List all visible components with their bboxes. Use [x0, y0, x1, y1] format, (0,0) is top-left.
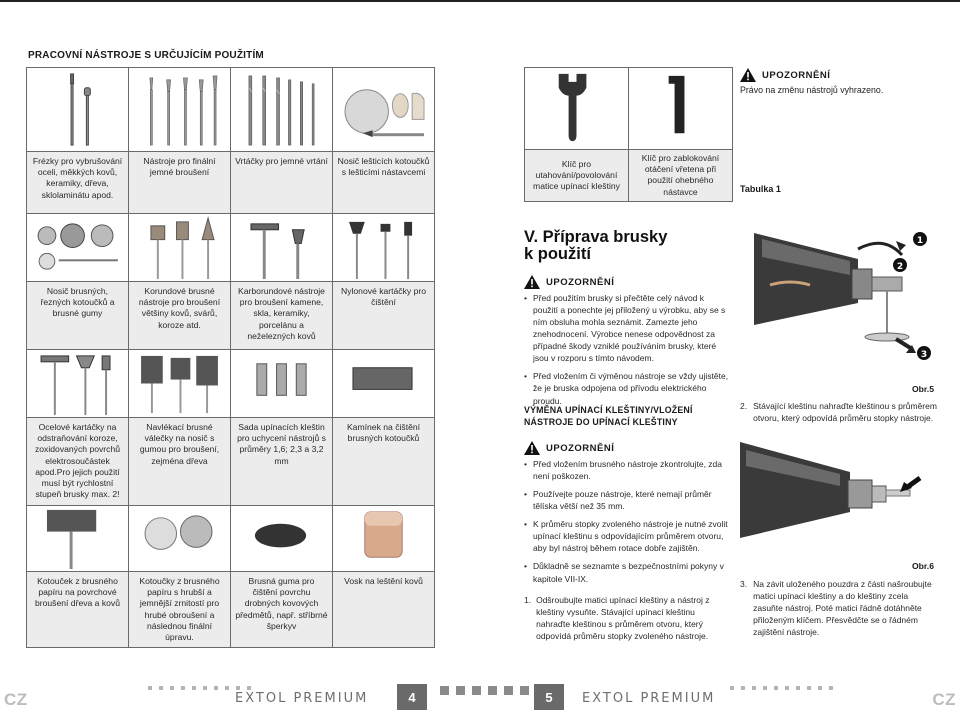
tool-image-corundum: [129, 214, 231, 282]
step-2: [740, 400, 940, 424]
step-3: [740, 578, 940, 638]
page-heading: PRACOVNÍ NÁSTROJE S URČUJÍCÍM POUŽITÍM: [28, 50, 264, 61]
keys-table: [524, 67, 733, 202]
tool-desc: Kotoučky z brusného papíru s hrubší a jemnější zrnitostí pro hrubé obroušení a následnou finální úpravu.: [129, 572, 231, 648]
tool-desc: Brusná guma pro čištění povrchu drobných kovových předmětů, např. stříbrné šperkyv: [231, 572, 333, 648]
tool-desc: Nosič brusných, řezných kotoučků a brusné gumy: [27, 282, 129, 350]
figure-6-label: Obr.6: [912, 561, 934, 571]
list-item: • K průměru stopky zvoleného nástroje je nutné zvolit upínací kleštinu s odpovídajícím průměrem otvoru, aby byl nástroj během rotace dobře zajištěn.: [524, 518, 729, 554]
footer-dots: [730, 686, 833, 690]
section-title-line: V. Příprava brusky: [524, 228, 668, 246]
step-text: Odšroubujte matici upínací kleštiny a nástroj z kleštiny vysuňte. Stávající upínací kleštinu nahraďte kleštinou s průměrem otvoru, který odpovídá průměru stopky zvoleného nástroje.: [536, 595, 710, 642]
warning-block: [524, 441, 729, 591]
tool-image-sanding-drums: [129, 350, 231, 418]
list-item: • Před vložením brusného nástroje zkontrolujte, zda není poškozen.: [524, 458, 729, 482]
warning-title: UPOZORNĚNÍ: [762, 69, 831, 81]
footer: [0, 678, 960, 716]
tool-image-nylon-brushes: [333, 214, 435, 282]
warning-title: UPOZORNĚNÍ: [546, 276, 615, 288]
warning-list: [524, 292, 729, 407]
figure-5-photo: [740, 225, 934, 383]
warning-text: Právo na změnu nástrojů vyhrazeno.: [740, 85, 884, 95]
table-caption: Tabulka 1: [740, 184, 781, 194]
page-number: 4: [397, 684, 427, 710]
brand-name: EXTOL PREMIUM: [235, 691, 369, 706]
svg-text:3: 3: [920, 350, 928, 360]
list-item: • Před vložením či výměnou nástroje se vždy ujistěte, že je bruska odpojena od přívodu elektrického proudu.: [524, 370, 729, 406]
spanner-icon: [525, 68, 629, 150]
tool-image-cleaning-stone: [333, 350, 435, 418]
top-warning: [740, 68, 883, 95]
warning-icon: [524, 275, 540, 289]
warning-list: [524, 458, 729, 585]
tool-desc: Nástroje pro finální jemné broušení: [129, 152, 231, 214]
tool-image-burrs: [27, 68, 129, 152]
tool-image-collets: [231, 350, 333, 418]
tool-desc: Vosk na leštění kovů: [333, 572, 435, 648]
subheading: VÝMĚNA UPÍNACÍ KLEŠTINY/VLOŽENÍ NÁSTROJE DO UPÍNACÍ KLEŠTINY: [524, 405, 693, 427]
tool-image-fine-grinders: [129, 68, 231, 152]
tool-desc: Nylonové kartáčky pro čištění: [333, 282, 435, 350]
top-border: [0, 0, 960, 2]
tool-desc: Ocelové kartáčky na odstraňování koroze, zoxidovaných povrchů elektrosoučástek apod.Pro jejich použití musí být rychlostní stupeň brusky max. 2!: [27, 418, 129, 506]
step-number: 2.: [740, 401, 748, 411]
warning-block: [524, 275, 729, 413]
list-item: • Důkladně se seznamte s bezpečnostními pokyny v kapitole VII-IX.: [524, 560, 729, 584]
key-desc: Klíč pro zablokování otáčení vřetena při použití ohebného nástavce: [629, 150, 733, 202]
tool-desc: Kotouček z brusného papíru na povrchové broušení dřeva a kovů: [27, 572, 129, 648]
step-number: 3.: [740, 579, 748, 589]
figure-6-photo: [740, 432, 934, 558]
tool-image-disc-holders: [27, 214, 129, 282]
section-title-line: k použití: [524, 245, 591, 264]
tool-desc: Frézky pro vybrušování oceli, měkkých kovů, keramiky, dřeva, sklolaminátu apod.: [27, 152, 129, 214]
tool-desc: Sada upínacích kleštin pro uchycení nástrojů s průměry 1,6; 2,3 a 3,2 mm: [231, 418, 333, 506]
tool-image-polish-wax: [333, 506, 435, 572]
warning-icon: [740, 68, 756, 82]
tool-image-sanding-discs: [129, 506, 231, 572]
tool-desc: Karborundové nástroje pro broušení kamene, skla, keramiky, porcelánu a neželezných kovů: [231, 282, 333, 350]
tool-desc: Kamínek na čištění brusných kotoučků: [333, 418, 435, 506]
tool-image-steel-brushes: [27, 350, 129, 418]
key-desc: Klíč pro utahování/povolování matice upínací kleštiny: [525, 150, 629, 202]
hex-key-icon: [629, 68, 733, 150]
footer-dots: [148, 686, 251, 690]
tool-image-polishing: [333, 68, 435, 152]
step-1: [524, 594, 729, 642]
tool-image-carborundum: [231, 214, 333, 282]
language-code: CZ: [4, 690, 28, 709]
list-item: • Používejte pouze nástroje, které nemají průměr tělíska větší než 35 mm.: [524, 488, 729, 512]
warning-icon: [524, 441, 540, 455]
tool-desc: Navlékací brusné válečky na nosič s gumou pro broušení, zejména dřeva: [129, 418, 231, 506]
footer-dots: [440, 686, 529, 695]
tool-image-rubber: [231, 506, 333, 572]
tool-image-drills: [231, 68, 333, 152]
page-number: 5: [534, 684, 564, 710]
figure-5-label: Obr.5: [912, 384, 934, 394]
tool-desc: Korundové brusné nástroje pro broušení většiny kovů, svárů, koroze atd.: [129, 282, 231, 350]
step-number: 1.: [524, 595, 532, 605]
svg-text:2: 2: [896, 262, 904, 272]
svg-text:1: 1: [916, 236, 924, 246]
warning-title: UPOZORNĚNÍ: [546, 442, 615, 454]
step-text: Na závit uloženého pouzdra z části našroubujte matici upínací kleštiny a do kleštiny zcela zasuňte nástroj. Poté matici řádně dotáhněte přiloženým klíčem. Přesvědčte se o řádném zajištění nástroje.: [753, 579, 932, 638]
tools-table: [26, 67, 435, 648]
tool-desc: Vrtáčky pro jemné vrtání: [231, 152, 333, 214]
tool-image-flap-wheel: [27, 506, 129, 572]
section-title: [524, 229, 667, 264]
language-code: CZ: [932, 690, 956, 709]
list-item: • Před použitím brusky si přečtěte celý návod k použití a ponechte jej přiložený u výrobku, aby se s ním obsluha mohla seznámit. Zamezte jeho znehodnocení. Výrobce nenese odpovědnost za případné škody vzniklé používáním brusky, které jsou v rozporu s tímto návodem.: [524, 292, 729, 364]
brand-name: EXTOL PREMIUM: [582, 691, 716, 706]
step-text: Stávající kleštinu nahraďte kleštinou s průměrem otvoru, který odpovídá průměru stopky nástroje.: [753, 401, 937, 424]
tool-desc: Nosič lešticích kotoučků s lešticími nástavcemi: [333, 152, 435, 214]
